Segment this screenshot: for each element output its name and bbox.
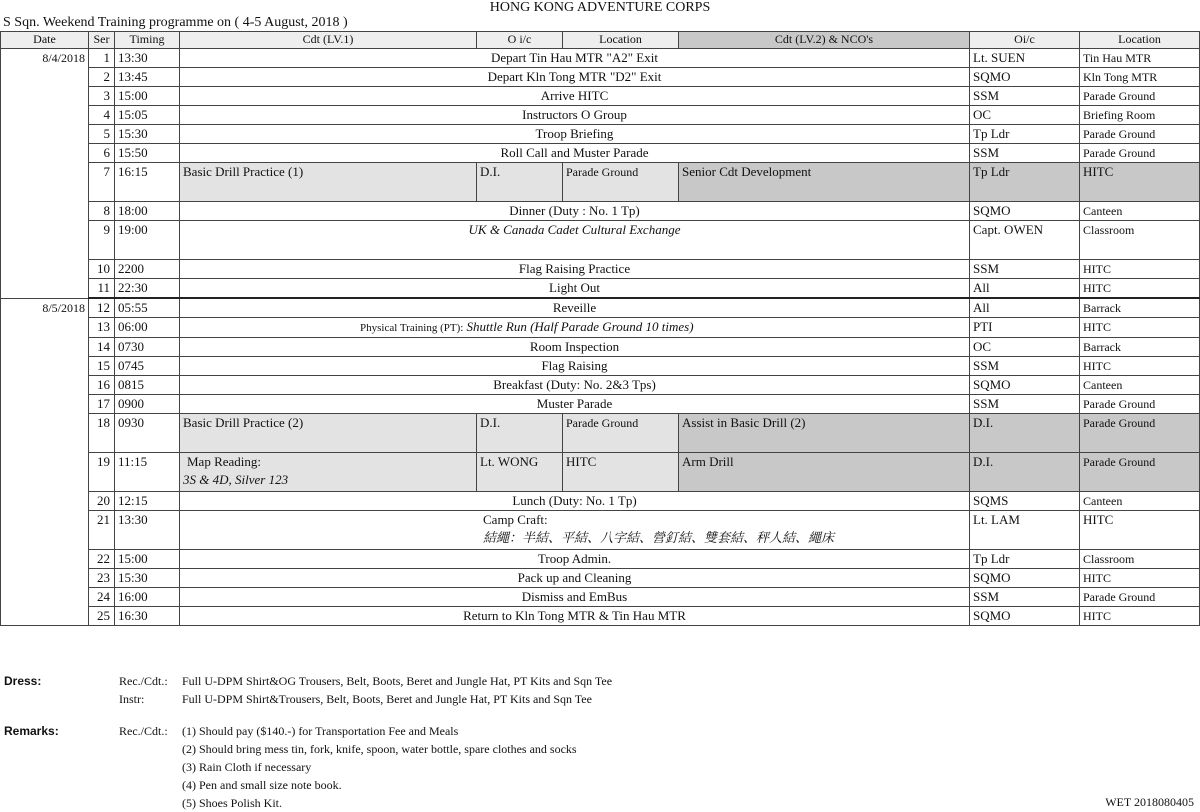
timing-cell: 0745	[115, 357, 180, 376]
location-cell: HITC	[1080, 607, 1200, 626]
timing-cell: 15:00	[115, 550, 180, 569]
ser-cell: 2	[89, 68, 115, 87]
remark-item: (1) Should pay ($140.-) for Transportation Fee and Meals	[182, 724, 459, 738]
oic-cell: Lt. LAM	[970, 511, 1080, 550]
date-cell	[1, 453, 89, 492]
activity-cell: Troop Admin.	[180, 550, 970, 569]
date-cell	[1, 395, 89, 414]
location-cell: Canteen	[1080, 376, 1200, 395]
timing-cell: 15:50	[115, 144, 180, 163]
oic-cell: SSM	[970, 260, 1080, 279]
ser-cell: 5	[89, 125, 115, 144]
table-row	[1, 318, 1200, 338]
activity-cell	[180, 511, 970, 550]
location-cell: HITC	[1080, 279, 1200, 299]
table-row	[1, 511, 1200, 550]
date-cell	[1, 607, 89, 626]
timing-cell: 22:30	[115, 279, 180, 299]
date-cell	[1, 68, 89, 87]
ser-cell: 25	[89, 607, 115, 626]
ser-cell: 6	[89, 144, 115, 163]
col-location: Location	[1080, 32, 1200, 49]
ser-cell: 22	[89, 550, 115, 569]
location-cell: Classroom	[1080, 550, 1200, 569]
lv1-oic-cell: D.I.	[477, 163, 563, 202]
map-reading-title: Map Reading:	[187, 454, 262, 469]
activity-cell: Flag Raising	[180, 357, 970, 376]
remarks-label: Remarks:	[4, 724, 59, 738]
location-cell: Kln Tong MTR	[1080, 68, 1200, 87]
date-cell	[1, 144, 89, 163]
oic-cell: SQMO	[970, 607, 1080, 626]
ser-cell: 1	[89, 49, 115, 68]
dress-text: Full U-DPM Shirt&Trousers, Belt, Boots, Beret and Jungle Hat, PT Kits and Sqn Tee	[182, 692, 592, 706]
timing-cell: 13:45	[115, 68, 180, 87]
date-cell	[1, 87, 89, 106]
remark-item: (4) Pen and small size note book.	[182, 778, 342, 792]
location-cell: Canteen	[1080, 492, 1200, 511]
table-row	[1, 607, 1200, 626]
oic-cell: SQMO	[970, 376, 1080, 395]
oic-cell: D.I.	[970, 414, 1080, 453]
activity-cell	[180, 318, 970, 338]
timing-cell: 05:55	[115, 298, 180, 318]
ser-cell: 3	[89, 87, 115, 106]
activity-cell: Light Out	[180, 279, 970, 299]
oic-cell: Capt. OWEN	[970, 221, 1080, 260]
activity-cell: Instructors O Group	[180, 106, 970, 125]
table-row	[1, 221, 1200, 260]
col-oic: Oi/c	[970, 32, 1080, 49]
timing-cell: 16:00	[115, 588, 180, 607]
table-row	[1, 588, 1200, 607]
col-ser: Ser	[89, 32, 115, 49]
table-row	[1, 144, 1200, 163]
document-code: WET 2018080405	[1105, 795, 1194, 809]
oic-cell: All	[970, 279, 1080, 299]
timing-cell: 15:30	[115, 569, 180, 588]
location-cell: Briefing Room	[1080, 106, 1200, 125]
location-cell: Tin Hau MTR	[1080, 49, 1200, 68]
oic-cell: Tp Ldr	[970, 125, 1080, 144]
oic-cell: PTI	[970, 318, 1080, 338]
col-cdt-lv2: Cdt (LV.2) & NCO's	[679, 32, 970, 49]
location-cell: Parade Ground	[1080, 87, 1200, 106]
activity-cell: Depart Tin Hau MTR "A2" Exit	[180, 49, 970, 68]
lv1-oic-cell: D.I.	[477, 414, 563, 453]
lv1-location-cell: Parade Ground	[563, 414, 679, 453]
pt-activity: Shuttle Run (Half Parade Ground 10 times)	[466, 319, 694, 334]
activity-cell: Roll Call and Muster Parade	[180, 144, 970, 163]
date-cell	[1, 376, 89, 395]
lv2-activity-cell: Assist in Basic Drill (2)	[679, 414, 970, 453]
oic-cell: Lt. SUEN	[970, 49, 1080, 68]
camp-craft-sub: 結繩：半結、平結、八字結、營釘結、雙套結、秤人結、繩床	[483, 530, 835, 545]
location-cell: HITC	[1080, 357, 1200, 376]
table-row	[1, 453, 1200, 492]
organisation-title: HONG KONG ADVENTURE CORPS	[489, 0, 711, 15]
date-cell	[1, 550, 89, 569]
activity-cell: Dinner (Duty : No. 1 Tp)	[180, 202, 970, 221]
timing-cell: 0930	[115, 414, 180, 453]
location-cell: Parade Ground	[1080, 588, 1200, 607]
timing-cell: 11:15	[115, 453, 180, 492]
activity-cell: Flag Raising Practice	[180, 260, 970, 279]
table-row	[1, 279, 1200, 299]
activity-cell: Troop Briefing	[180, 125, 970, 144]
pt-label: Physical Training (PT):	[360, 322, 464, 334]
oic-cell: D.I.	[970, 453, 1080, 492]
remark-item: (3) Rain Cloth if necessary	[182, 760, 312, 774]
timing-cell: 15:05	[115, 106, 180, 125]
activity-cell: Dismiss and EmBus	[180, 588, 970, 607]
oic-cell: SQMO	[970, 569, 1080, 588]
location-cell: Parade Ground	[1080, 395, 1200, 414]
date-cell	[1, 492, 89, 511]
lv1-activity-cell: Basic Drill Practice (2)	[180, 414, 477, 453]
ser-cell: 21	[89, 511, 115, 550]
ser-cell: 20	[89, 492, 115, 511]
timing-cell: 0900	[115, 395, 180, 414]
dress-label: Dress:	[4, 674, 42, 688]
oic-cell: OC	[970, 106, 1080, 125]
location-cell: Barrack	[1080, 298, 1200, 318]
location-cell: HITC	[1080, 318, 1200, 338]
timing-cell: 15:30	[115, 125, 180, 144]
table-row	[1, 550, 1200, 569]
ser-cell: 13	[89, 318, 115, 338]
activity-cell: Breakfast (Duty: No. 2&3 Tps)	[180, 376, 970, 395]
location-cell: Classroom	[1080, 221, 1200, 260]
date-cell: 8/4/2018	[1, 49, 89, 68]
ser-cell: 18	[89, 414, 115, 453]
activity-cell: Pack up and Cleaning	[180, 569, 970, 588]
ser-cell: 23	[89, 569, 115, 588]
col-location-lv1: Location	[563, 32, 679, 49]
oic-cell: SSM	[970, 87, 1080, 106]
timing-cell: 15:00	[115, 87, 180, 106]
location-cell: Parade Ground	[1080, 453, 1200, 492]
date-cell	[1, 163, 89, 202]
timing-cell: 0730	[115, 338, 180, 357]
activity-cell: Return to Kln Tong MTR & Tin Hau MTR	[180, 607, 970, 626]
date-cell	[1, 338, 89, 357]
date-cell	[1, 511, 89, 550]
date-cell	[1, 279, 89, 299]
location-cell: Barrack	[1080, 338, 1200, 357]
oic-cell: SQMS	[970, 492, 1080, 511]
date-cell	[1, 357, 89, 376]
location-cell: Parade Ground	[1080, 144, 1200, 163]
dress-who: Instr:	[119, 692, 145, 706]
ser-cell: 15	[89, 357, 115, 376]
ser-cell: 16	[89, 376, 115, 395]
date-cell	[1, 318, 89, 338]
location-cell: HITC	[1080, 163, 1200, 202]
col-date: Date	[1, 32, 89, 49]
col-timing: Timing	[115, 32, 180, 49]
table-row	[1, 106, 1200, 125]
date-cell	[1, 588, 89, 607]
table-row	[1, 260, 1200, 279]
timing-cell: 16:15	[115, 163, 180, 202]
oic-cell: SQMO	[970, 202, 1080, 221]
activity-cell: Depart Kln Tong MTR "D2" Exit	[180, 68, 970, 87]
oic-cell: OC	[970, 338, 1080, 357]
remarks-who: Rec./Cdt.:	[119, 724, 168, 738]
table-row	[1, 338, 1200, 357]
timing-cell: 13:30	[115, 49, 180, 68]
ser-cell: 14	[89, 338, 115, 357]
table-row	[1, 68, 1200, 87]
date-cell	[1, 260, 89, 279]
ser-cell: 4	[89, 106, 115, 125]
ser-cell: 7	[89, 163, 115, 202]
timing-cell: 2200	[115, 260, 180, 279]
activity-cell: Muster Parade	[180, 395, 970, 414]
ser-cell: 24	[89, 588, 115, 607]
date-cell	[1, 569, 89, 588]
oic-cell: SSM	[970, 588, 1080, 607]
timing-cell: 19:00	[115, 221, 180, 260]
location-cell: Parade Ground	[1080, 414, 1200, 453]
date-cell	[1, 202, 89, 221]
date-cell: 8/5/2018	[1, 298, 89, 318]
table-row	[1, 492, 1200, 511]
table-row	[1, 202, 1200, 221]
timing-cell: 0815	[115, 376, 180, 395]
location-cell: Canteen	[1080, 202, 1200, 221]
camp-craft-title: Camp Craft:	[483, 512, 548, 527]
table-row	[1, 569, 1200, 588]
lv2-activity-cell: Arm Drill	[679, 453, 970, 492]
activity-cell: Reveille	[180, 298, 970, 318]
lv1-location-cell: HITC	[563, 453, 679, 492]
timing-cell: 18:00	[115, 202, 180, 221]
activity-cell: Lunch (Duty: No. 1 Tp)	[180, 492, 970, 511]
ser-cell: 10	[89, 260, 115, 279]
oic-cell: All	[970, 298, 1080, 318]
ser-cell: 9	[89, 221, 115, 260]
table-row	[1, 298, 1200, 318]
table-row	[1, 49, 1200, 68]
location-cell: HITC	[1080, 511, 1200, 550]
ser-cell: 8	[89, 202, 115, 221]
lv1-activity-cell	[180, 453, 477, 492]
col-oic-lv1: O i/c	[477, 32, 563, 49]
location-cell: HITC	[1080, 260, 1200, 279]
activity-cell: Arrive HITC	[180, 87, 970, 106]
programme-title: S Sqn. Weekend Training programme on ( 4-5 August, 2018 )	[3, 15, 348, 30]
table-row	[1, 163, 1200, 202]
dress-who: Rec./Cdt.:	[119, 674, 168, 688]
timing-cell: 16:30	[115, 607, 180, 626]
date-cell	[1, 125, 89, 144]
lv1-oic-cell: Lt. WONG	[477, 453, 563, 492]
remark-item: (5) Shoes Polish Kit.	[182, 796, 283, 810]
schedule-table	[0, 31, 1200, 626]
lv1-activity-cell: Basic Drill Practice (1)	[180, 163, 477, 202]
timing-cell: 06:00	[115, 318, 180, 338]
map-reading-sub: 3S & 4D, Silver 123	[183, 472, 289, 487]
oic-cell: SSM	[970, 144, 1080, 163]
table-row	[1, 357, 1200, 376]
location-cell: HITC	[1080, 569, 1200, 588]
ser-cell: 19	[89, 453, 115, 492]
oic-cell: SSM	[970, 357, 1080, 376]
ser-cell: 11	[89, 279, 115, 299]
oic-cell: Tp Ldr	[970, 550, 1080, 569]
table-row	[1, 414, 1200, 453]
timing-cell: 12:15	[115, 492, 180, 511]
oic-cell: SSM	[970, 395, 1080, 414]
table-row	[1, 125, 1200, 144]
table-header-row	[1, 32, 1200, 49]
oic-cell: Tp Ldr	[970, 163, 1080, 202]
lv2-activity-cell: Senior Cdt Development	[679, 163, 970, 202]
date-cell	[1, 221, 89, 260]
oic-cell: SQMO	[970, 68, 1080, 87]
activity-cell: UK & Canada Cadet Cultural Exchange	[180, 221, 970, 260]
date-cell	[1, 414, 89, 453]
col-cdt-lv1: Cdt (LV.1)	[180, 32, 477, 49]
lv1-location-cell: Parade Ground	[563, 163, 679, 202]
date-cell	[1, 106, 89, 125]
dress-text: Full U-DPM Shirt&OG Trousers, Belt, Boots, Beret and Jungle Hat, PT Kits and Sqn Tee	[182, 674, 613, 688]
location-cell: Parade Ground	[1080, 125, 1200, 144]
table-row	[1, 395, 1200, 414]
table-row	[1, 376, 1200, 395]
table-row	[1, 87, 1200, 106]
ser-cell: 12	[89, 298, 115, 318]
activity-cell: Room Inspection	[180, 338, 970, 357]
timing-cell: 13:30	[115, 511, 180, 550]
remark-item: (2) Should bring mess tin, fork, knife, spoon, water bottle, spare clothes and socks	[182, 742, 577, 756]
ser-cell: 17	[89, 395, 115, 414]
